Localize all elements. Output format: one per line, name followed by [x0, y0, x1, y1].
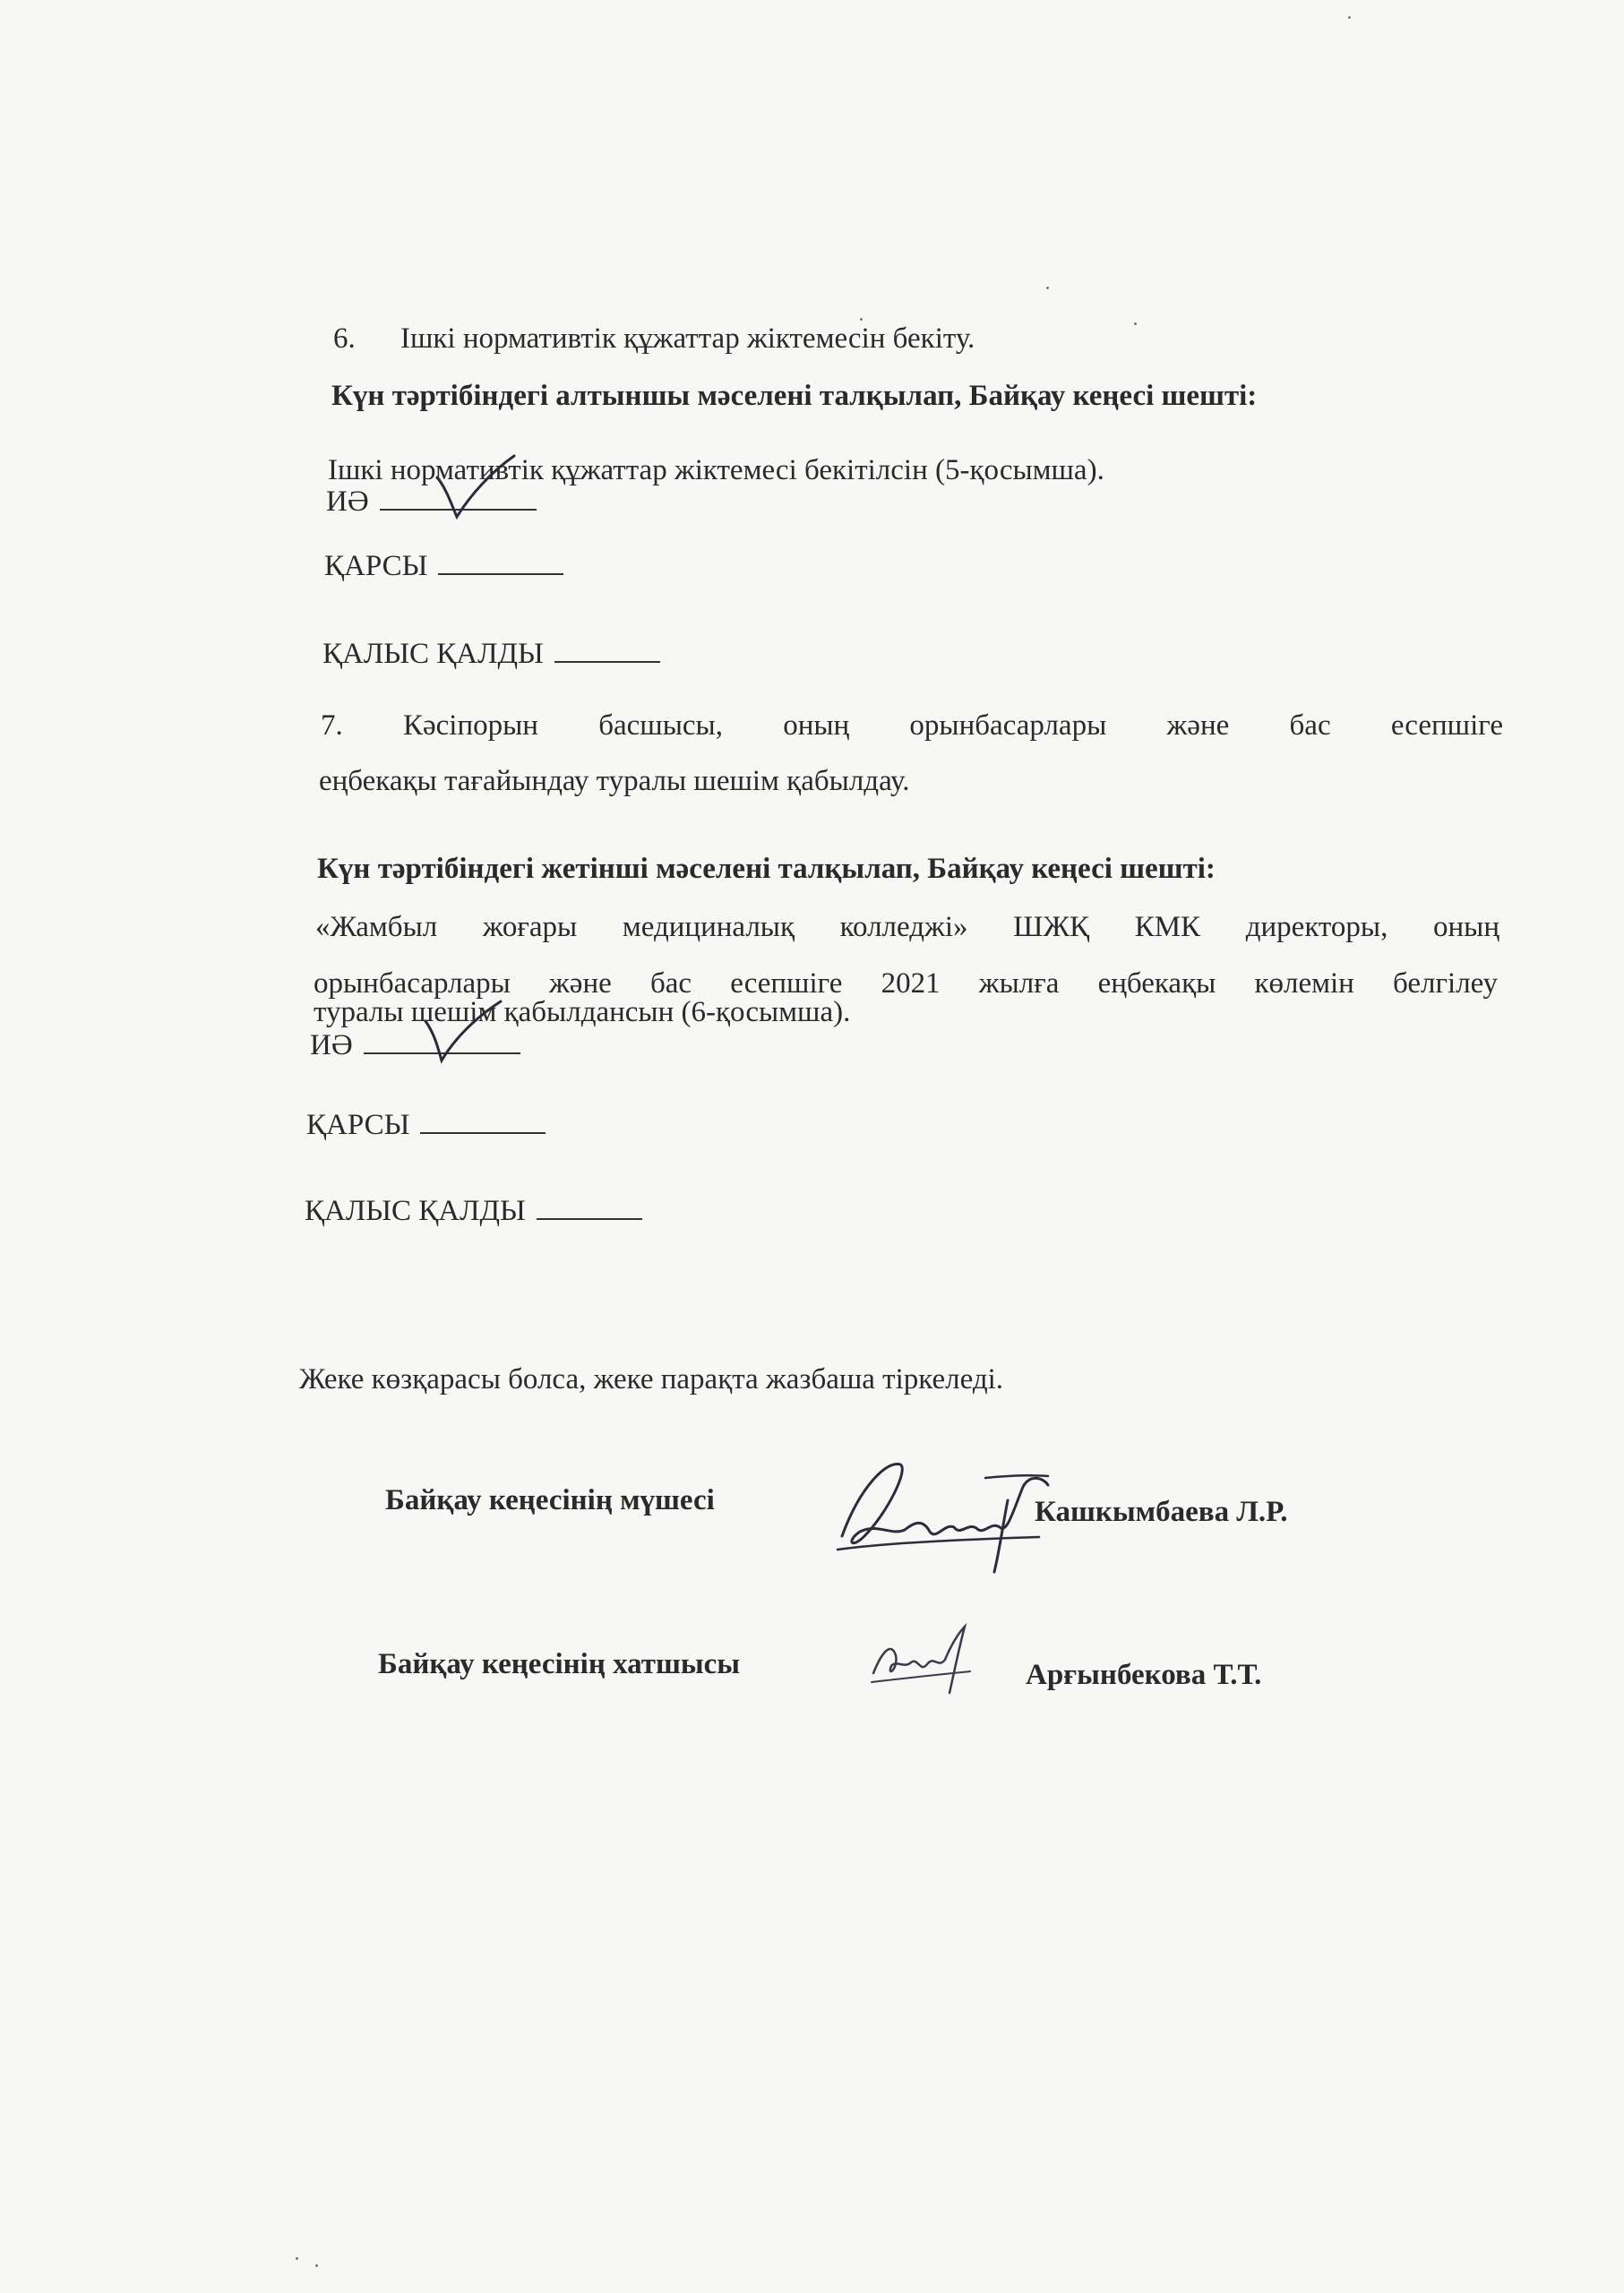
vote-no-label: ҚАРСЫ — [324, 550, 428, 582]
item6-number: 6. — [333, 322, 356, 355]
member-signature-icon — [824, 1451, 1057, 1576]
vote-abstain-label: ҚАЛЫС ҚАЛДЫ — [322, 638, 544, 670]
item6-heading — [333, 321, 975, 356]
checkmark-icon — [408, 994, 506, 1066]
vote-yes-label: ИӘ — [326, 485, 369, 518]
item7-vote-no — [306, 1107, 546, 1143]
secretary-signature-icon — [864, 1619, 981, 1700]
checkmark-icon — [421, 452, 520, 524]
vote-no-line — [438, 550, 563, 575]
scan-speck — [315, 2264, 318, 2267]
item7-number: 7. — [321, 709, 343, 742]
vote-abstain-line — [554, 638, 660, 663]
secretary-label: Байқау кеңесінің хатшысы — [378, 1648, 741, 1680]
item6-title: Ішкі нормативтік құжаттар жіктемесін бекіту. — [400, 322, 975, 355]
item7-title: Кәсіпорын басшысы, оның орынбасарлары және бас есепшіге — [403, 709, 1503, 742]
item7-title-line1 — [321, 708, 1503, 743]
scan-speck — [860, 318, 863, 321]
item7-decision-line3: туралы шешім қабылдансын (6-қосымша). — [314, 996, 851, 1028]
vote-no-line — [420, 1109, 546, 1134]
item6-vote-no — [324, 548, 563, 584]
item7-discussion: Күн тәртібіндегі жетінші мәселені талқылап, Байқау кеңесі шешті: — [317, 853, 1216, 885]
secretary-name: Арғынбекова Т.Т. — [1026, 1659, 1262, 1691]
vote-abstain-label: ҚАЛЫС ҚАЛДЫ — [305, 1195, 526, 1227]
note-text: Жеке көзқарасы болса, жеке парақта жазбаша тіркеледі. — [299, 1363, 1004, 1396]
item7-vote-abstain — [305, 1193, 642, 1229]
member-label: Байқау кеңесінің мүшесі — [385, 1484, 715, 1516]
scan-speck — [1134, 322, 1137, 325]
scan-speck — [1046, 287, 1049, 289]
item7-title-line2: еңбекақы тағайындау туралы шешім қабылдау. — [319, 765, 910, 797]
scan-speck — [296, 2257, 298, 2260]
item7-decision-line2: орынбасарлары және бас есепшіге 2021 жылға еңбекақы көлемін белгілеу — [314, 967, 1498, 1000]
item6-vote-abstain — [322, 636, 660, 672]
item6-decision: Ішкі нормативтік құжаттар жіктемесі бекітілсін (5-қосымша). — [328, 454, 1104, 486]
member-name: Кашкымбаева Л.Р. — [1035, 1496, 1288, 1528]
scan-speck — [1348, 16, 1351, 19]
vote-no-label: ҚАРСЫ — [306, 1109, 410, 1141]
vote-abstain-line — [537, 1195, 642, 1220]
item6-discussion: Күн тәртібіндегі алтыншы мәселені талқылап, Байқау кеңесі шешті: — [331, 380, 1258, 412]
vote-yes-label: ИӘ — [310, 1029, 353, 1061]
item7-decision-line1: «Жамбыл жоғары медициналық колледжі» ШЖҚ КМК директоры, оның — [315, 911, 1499, 943]
